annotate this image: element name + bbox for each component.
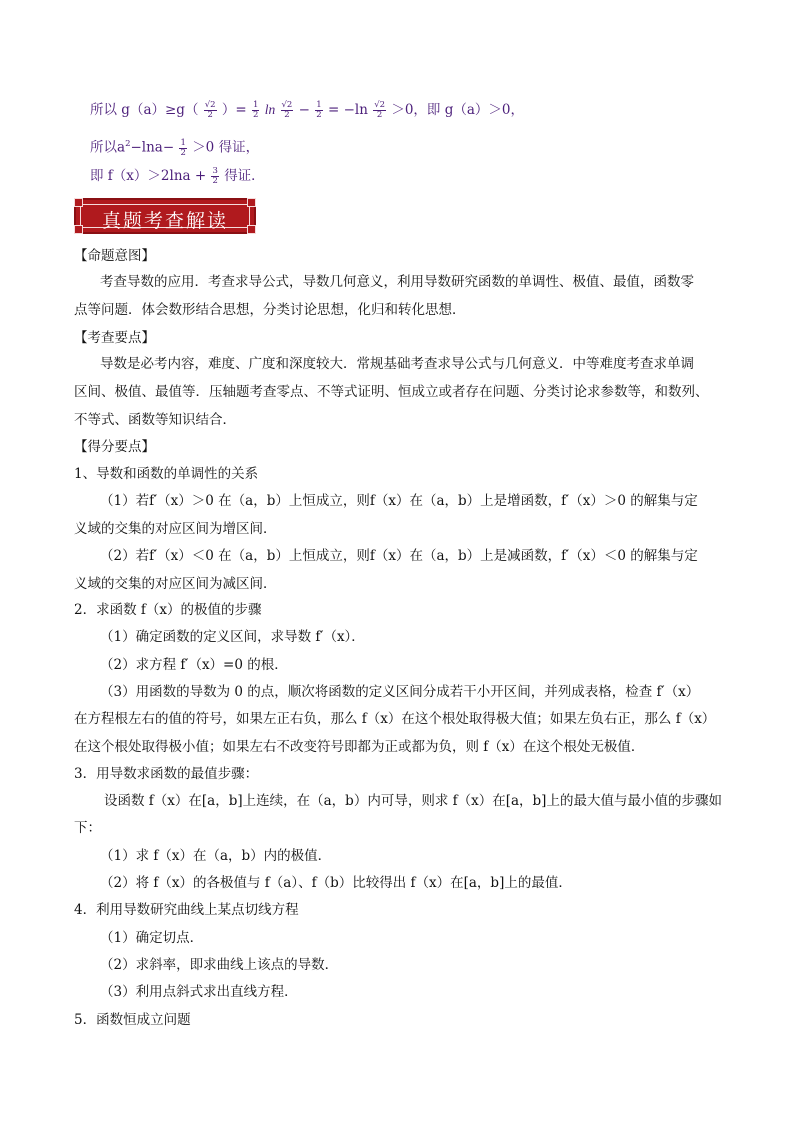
item-2-b: （2）求方程 f′（x）=0 的根．	[100, 657, 288, 673]
intent-text-2: 点等问题．体会数形结合思想，分类讨论思想，化归和转化思想．	[74, 302, 466, 318]
fraction: $\frac{1}{2}$	[252, 100, 259, 120]
item-3-title: 3．用导数求函数的最值步骤：	[74, 766, 259, 782]
points-text-1: 导数是必考内容，难度、广度和深度较大．常规基础考查求导公式与几何意义．中等难度考查求单调	[100, 356, 694, 372]
item-3-a: （1）求 f（x）在（a，b）内的极值．	[100, 848, 332, 864]
item-1-title: 1、导数和函数的单调性的关系	[74, 466, 259, 482]
section-banner	[74, 198, 256, 234]
heading-points: 【考查要点】	[74, 330, 155, 346]
item-2-a: （1）确定函数的定义区间，求导数 f′（x）．	[100, 629, 365, 645]
item-4-b: （2）求斜率，即求曲线上该点的导数．	[100, 957, 339, 973]
proof-line-1: 所以 g（a）≥g（ $\frac{√2}{2}$ ）= $\frac{1}{2}$ ln $\frac{√2}{2}$ − $\frac{1}{2}$ = −ln $\frac{√2}{2}$ ＞0，即 g（a）＞0，	[90, 100, 524, 120]
banner-title: 真题考查解读	[101, 210, 228, 232]
item-1-b-cont: 义域的交集的对应区间为减区间．	[74, 576, 277, 592]
proof-line-2: 所以$a^2-\ln a-$ $\frac{1}{2}$ ＞0 得证，	[90, 137, 260, 158]
item-1-b: （2）若f′（x）＜0 在（a，b）上恒成立，则f（x）在（a，b）上是减函数，f′（x）＜0 的解集与定	[100, 548, 698, 564]
item-5-title: 5．函数恒成立问题	[74, 1012, 191, 1028]
fraction: $\frac{√2}{2}$	[204, 100, 216, 120]
fraction: $\frac{√2}{2}$	[281, 100, 293, 120]
item-1-a: （1）若f′（x）＞0 在（a，b）上恒成立，则f（x）在（a，b）上是增函数，f′（x）＞0 的解集与定	[100, 493, 698, 509]
item-4-title: 4．利用导数研究曲线上某点切线方程	[74, 902, 299, 918]
fraction: $\frac{√2}{2}$	[374, 100, 386, 120]
points-text-3: 不等式、函数等知识结合．	[74, 412, 236, 428]
item-4-a: （1）确定切点．	[100, 930, 204, 946]
fraction: $\frac{1}{2}$	[180, 137, 186, 158]
item-1-a-cont: 义域的交集的对应区间为增区间．	[74, 521, 277, 537]
heading-score: 【得分要点】	[74, 439, 155, 455]
item-3-p1: 设函数 f（x）在[a，b]上连续，在（a，b）内可导，则求 f（x）在[a，b]上的最大值与最小值的步骤如	[104, 793, 722, 809]
fraction: $\frac{1}{2}$	[316, 100, 322, 120]
item-3-b: （2）将 f（x）的各极值与 f（a）、f（b）比较得出 f（x）在[a，b]上的最值．	[100, 875, 572, 891]
item-2-c1: （3）用函数的导数为 0 的点，顺次将函数的定义区间分成若干小开区间，并列成表格，检查 f′（x）	[100, 684, 700, 700]
item-2-c2: 在方程根左右的值的符号，如果左正右负，那么 f（x）在这个根处取得极大值；如果左负右正，那么 f（x）	[74, 711, 716, 727]
points-text-2: 区间、极值、最值等．压轴题考查零点、不等式证明、恒成立或者存在问题、分类讨论求参数等，和数列、	[74, 384, 709, 400]
intent-text-1: 考查导数的应用．考查求导公式，导数几何意义，利用导数研究函数的单调性、极值、最值，函数零	[100, 274, 694, 290]
item-2-title: 2．求函数 f（x）的极值的步骤	[74, 602, 262, 618]
fraction: $\frac{3}{2}$	[212, 166, 218, 186]
item-4-c: （3）利用点斜式求出直线方程．	[100, 984, 298, 1000]
item-3-p2: 下：	[74, 820, 101, 836]
proof-line-3: 即 f（x）＞2lna + $\frac{3}{2}$ 得证．	[90, 166, 265, 186]
item-2-c3: 在这个根处取得极小值；如果左右不改变符号即都为正或都为负，则 f（x）在这个根处无极值．	[74, 739, 645, 755]
heading-intent: 【命题意图】	[74, 248, 155, 264]
